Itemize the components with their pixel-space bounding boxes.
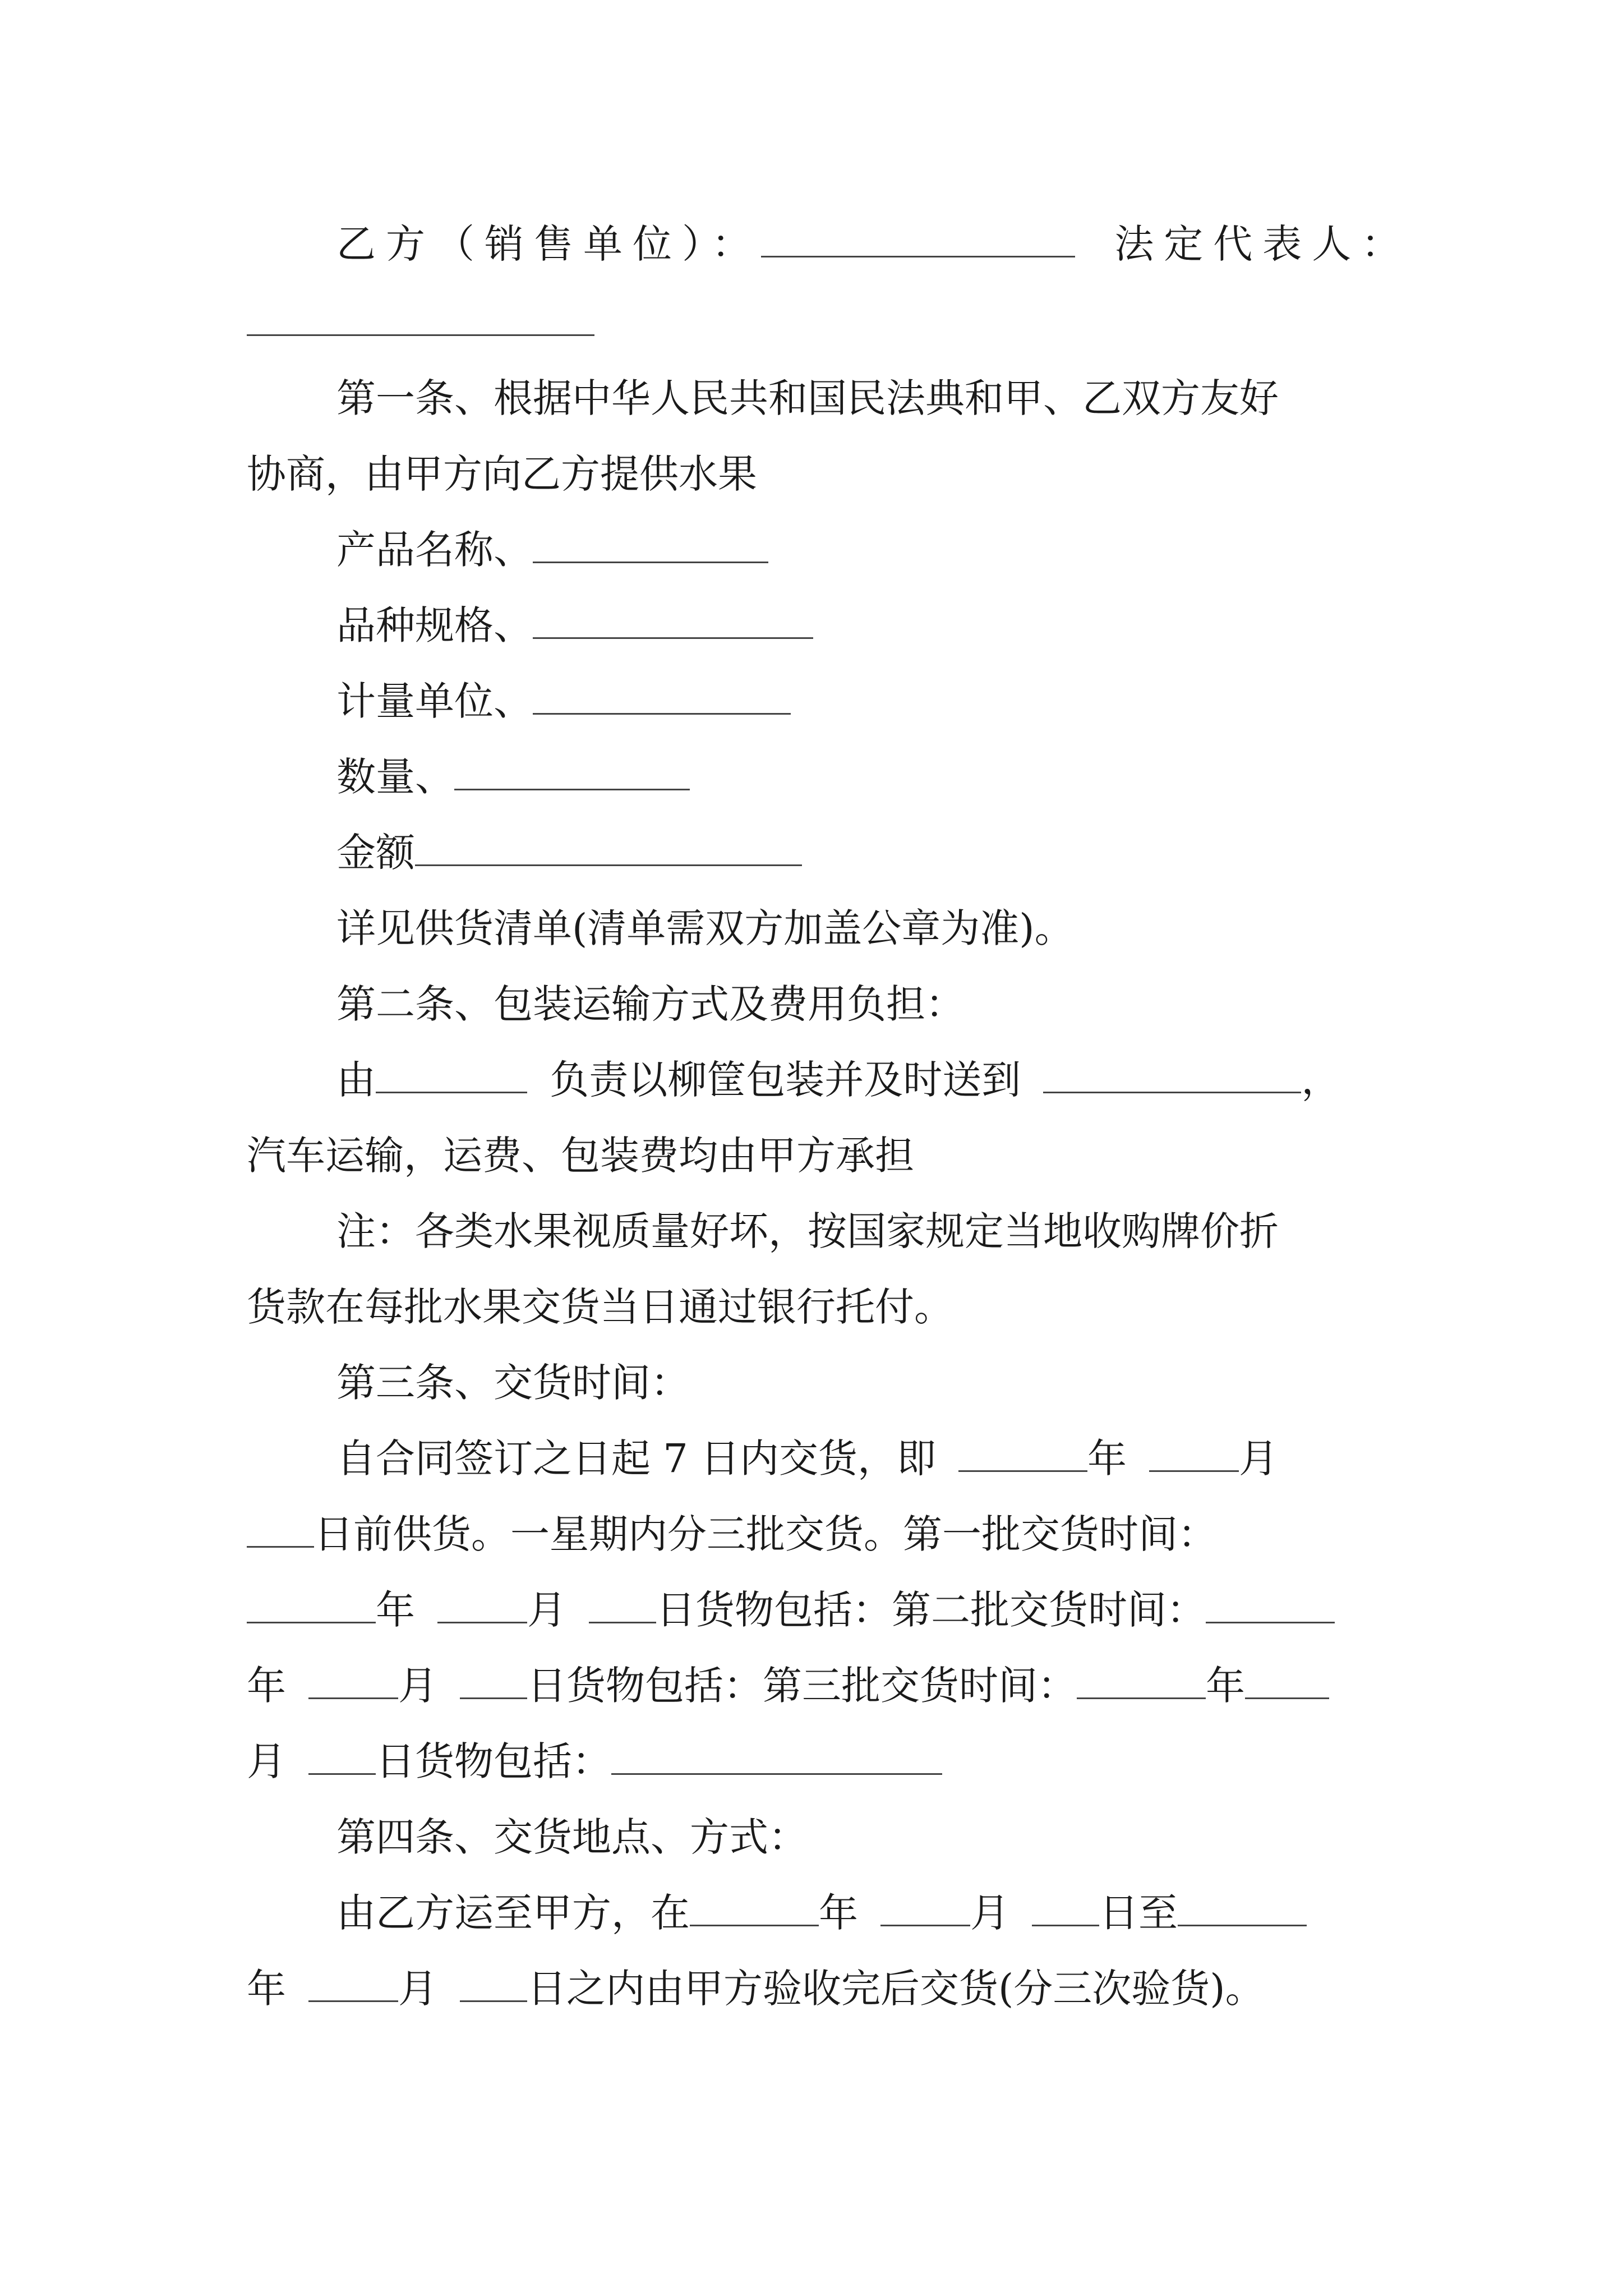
product-name-line (336, 522, 768, 578)
delivery-time-text: 自合同签订之日起 7 日内交货，即 (336, 1435, 937, 1481)
note-text-cont: 货款在每批水果交货当日通过银行托付。 (247, 1284, 953, 1330)
article-4-heading (336, 1809, 808, 1865)
article-2-text: 第二条、包装运输方式及费用负担： (336, 981, 965, 1027)
product-name-label: 产品名称、 (336, 527, 533, 573)
variety-spec-label: 品种规格、 (336, 602, 533, 648)
year-label: 年 (247, 1966, 286, 2012)
article-1-line-2 (247, 446, 757, 502)
batch-3-goods-blank[interactable] (611, 1736, 942, 1775)
note-line-1 (336, 1203, 1279, 1259)
month-label: 月 (247, 1738, 286, 1784)
transport-line (247, 1128, 914, 1184)
legal-rep-blank-line (247, 295, 594, 351)
quantity-blank[interactable] (454, 752, 690, 790)
place-end-year-blank[interactable] (1178, 1888, 1307, 1926)
transport-text: 汽车运输，运费、包装费均由甲方承担 (247, 1133, 914, 1179)
batch-3-day-blank[interactable] (308, 1736, 376, 1775)
packaging-by-label: 由 (336, 1057, 376, 1103)
amount-blank[interactable] (415, 827, 802, 866)
quantity-label: 数量、 (336, 754, 454, 800)
delivery-place-line-1 (336, 1885, 1307, 1941)
delivery-time-line-1 (336, 1430, 1278, 1487)
packaging-text: 负责以柳筐包装并及时送到 (550, 1057, 1021, 1103)
batch-2-month-blank[interactable] (308, 1660, 398, 1699)
delivery-place-text: 由乙方运至甲方，在 (336, 1890, 690, 1936)
batch-1-year-blank[interactable] (247, 1585, 376, 1623)
place-end-day-blank[interactable] (460, 1963, 527, 2002)
delivery-place-line-2 (247, 1961, 1265, 2017)
batch-3-intro: 日货物包括：第三批交货时间： (527, 1663, 1077, 1709)
supply-list-line (336, 900, 1074, 956)
batch-2-intro: 日货物包括：第二批交货时间： (656, 1587, 1206, 1633)
amount-line (336, 825, 802, 881)
delivery-year-blank[interactable] (958, 1433, 1087, 1472)
year-label: 年 (376, 1587, 415, 1633)
article-3-text: 第三条、交货时间： (336, 1360, 690, 1406)
batch-2-day-blank[interactable] (460, 1660, 527, 1699)
year-label: 年 (819, 1890, 858, 1936)
unit-label: 计量单位、 (336, 678, 533, 724)
variety-spec-line (336, 597, 813, 654)
packaging-line (336, 1052, 1340, 1108)
year-label: 年 (1206, 1663, 1245, 1709)
batch-3-month-blank[interactable] (1245, 1660, 1329, 1699)
place-end-month-blank[interactable] (308, 1963, 398, 2002)
month-label: 月 (970, 1890, 1009, 1936)
legal-rep-label: 法定代表人： (1114, 221, 1411, 267)
inspection-text: 日之内由甲方验收完后交货(分三次验货)。 (527, 1966, 1265, 2012)
batch-1-month-blank[interactable] (437, 1585, 527, 1623)
to-label: 日至 (1099, 1890, 1178, 1936)
packaging-party-blank[interactable] (376, 1055, 527, 1093)
batch-3-goods-label: 日货物包括： (376, 1738, 611, 1784)
month-label: 月 (1239, 1435, 1279, 1481)
unit-blank[interactable] (533, 676, 791, 715)
packaging-comma: ， (1301, 1057, 1341, 1103)
batch-2-line (247, 1658, 1329, 1714)
article-1-text-cont: 协商，由甲方向乙方提供水果 (247, 451, 757, 497)
place-start-month-blank[interactable] (880, 1888, 970, 1926)
amount-label: 金额 (336, 830, 415, 876)
party-b-blank[interactable] (761, 219, 1075, 257)
batch-1-line (247, 1582, 1335, 1638)
month-label: 月 (398, 1966, 437, 2012)
batch-2-year-blank[interactable] (1206, 1585, 1335, 1623)
delivery-time-line-2 (247, 1506, 1217, 1562)
month-label: 月 (398, 1663, 437, 1709)
month-label: 月 (527, 1587, 566, 1633)
article-3-heading (336, 1355, 690, 1411)
party-b-label: 乙方（销售单位）： (336, 221, 761, 267)
place-start-year-blank[interactable] (690, 1888, 819, 1926)
batch-1-day-blank[interactable] (589, 1585, 656, 1623)
batch-3-year-blank[interactable] (1077, 1660, 1206, 1699)
batch-intro-text: 日前供货。一星期内分三批交货。第一批交货时间： (314, 1511, 1217, 1557)
delivery-destination-blank[interactable] (1043, 1055, 1301, 1093)
article-2-heading (336, 976, 965, 1032)
delivery-month-blank[interactable] (1149, 1433, 1239, 1472)
article-4-text: 第四条、交货地点、方式： (336, 1814, 808, 1860)
party-b-line (336, 216, 1410, 272)
note-line-2 (247, 1279, 953, 1335)
article-1-text: 第一条、根据中华人民共和国民法典和甲、乙双方友好 (336, 375, 1279, 421)
note-text: 注：各类水果视质量好坏，按国家规定当地收购牌价折 (336, 1208, 1279, 1254)
delivery-day-blank[interactable] (247, 1509, 314, 1548)
place-start-day-blank[interactable] (1032, 1888, 1099, 1926)
quantity-line (336, 749, 690, 805)
supply-list-text: 详见供货清单(清单需双方加盖公章为准)。 (336, 905, 1074, 951)
batch-3-line (247, 1733, 942, 1789)
year-label: 年 (1087, 1435, 1127, 1481)
unit-line (336, 673, 791, 729)
product-name-blank[interactable] (533, 524, 768, 563)
article-1-line-1 (336, 370, 1279, 426)
legal-rep-blank[interactable] (247, 297, 594, 336)
variety-spec-blank[interactable] (533, 600, 813, 639)
year-label: 年 (247, 1663, 286, 1709)
